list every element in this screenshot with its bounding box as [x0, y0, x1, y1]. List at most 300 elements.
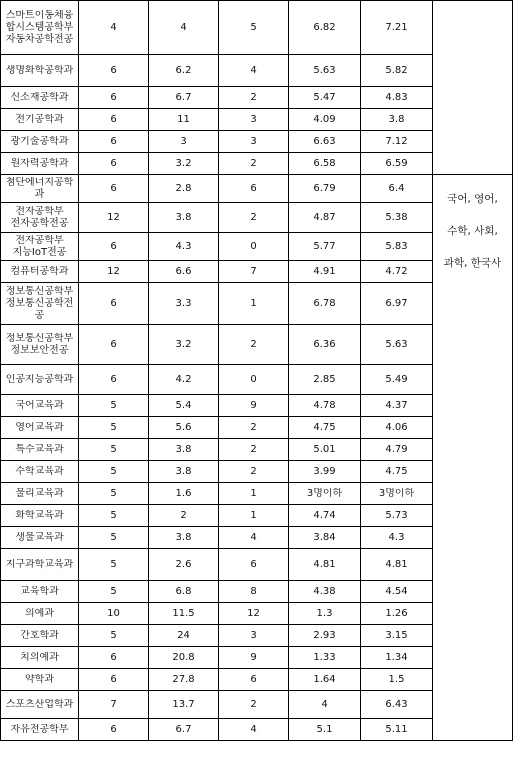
value-cell [149, 581, 219, 603]
cell-value: 4.81 [385, 558, 408, 570]
value-cell [289, 261, 361, 283]
cell-value: 5 [110, 465, 117, 477]
value-cell [149, 417, 219, 439]
cell-value: 9 [250, 399, 257, 411]
value-cell [219, 1, 289, 55]
cell-value: 2 [250, 443, 257, 455]
department-name: 정보통신공학부 정보보안전공 [5, 332, 74, 356]
department-name: 의예과 [25, 607, 54, 619]
value-cell [149, 439, 219, 461]
value-cell [361, 175, 433, 203]
cell-value: 5.47 [313, 91, 336, 103]
department-name: 물리교육과 [15, 487, 64, 499]
cell-value: 6 [110, 723, 117, 735]
department-cell [1, 109, 79, 131]
cell-value: 4.83 [385, 91, 408, 103]
value-cell [219, 233, 289, 261]
cell-value: 3.8 [175, 531, 192, 543]
cell-value: 6 [110, 113, 117, 125]
value-cell [361, 203, 433, 233]
cell-value: 6 [110, 373, 117, 385]
value-cell [149, 625, 219, 647]
cell-value: 6.4 [388, 182, 405, 194]
required-subject-line: 수학, 사회, [447, 225, 498, 237]
cell-value: 6.7 [175, 723, 192, 735]
cell-value: 6.78 [313, 297, 336, 309]
cell-value: 6 [110, 240, 117, 252]
value-cell [219, 153, 289, 175]
value-cell [219, 549, 289, 581]
cell-value: 6.7 [175, 91, 192, 103]
value-cell [79, 175, 149, 203]
value-cell [79, 527, 149, 549]
cell-value: 6.97 [385, 297, 408, 309]
value-cell [289, 439, 361, 461]
cell-value: 4.3 [388, 531, 405, 543]
value-cell [289, 131, 361, 153]
value-cell [149, 109, 219, 131]
value-cell [219, 719, 289, 741]
value-cell [219, 625, 289, 647]
value-cell [361, 719, 433, 741]
cell-value: 4.87 [313, 211, 336, 223]
cell-value: 7 [110, 698, 117, 710]
department-name: 스마트이동체융합시스템공학부 자동차공학전공 [5, 9, 74, 45]
department-cell [1, 719, 79, 741]
cell-value: 1.26 [385, 607, 408, 619]
cell-value: 3.2 [175, 157, 192, 169]
value-cell [289, 87, 361, 109]
value-cell [289, 719, 361, 741]
cell-value: 6 [250, 558, 257, 570]
table-row [1, 175, 513, 203]
cell-value: 6.82 [313, 21, 336, 33]
cell-value: 4.74 [313, 509, 336, 521]
cell-value: 3.3 [175, 297, 192, 309]
department-name: 수학교육과 [15, 465, 64, 477]
value-cell [289, 603, 361, 625]
cell-value: 6.8 [175, 585, 192, 597]
value-cell [289, 461, 361, 483]
value-cell [219, 365, 289, 395]
cell-value: 6.79 [313, 182, 336, 194]
cell-value: 6.43 [385, 698, 408, 710]
cell-value: 1 [250, 487, 257, 499]
cell-value: 3명이하 [306, 487, 343, 499]
value-cell [219, 439, 289, 461]
cell-value: 3명이하 [378, 487, 415, 499]
value-cell [149, 175, 219, 203]
table-body [1, 1, 513, 741]
value-cell [79, 365, 149, 395]
value-cell [219, 87, 289, 109]
cell-value: 5.49 [385, 373, 408, 385]
value-cell [219, 647, 289, 669]
department-name: 인공지능공학과 [5, 373, 74, 385]
value-cell [219, 109, 289, 131]
cell-value: 11.5 [172, 607, 195, 619]
cell-value: 3.8 [175, 211, 192, 223]
department-cell [1, 175, 79, 203]
value-cell [289, 55, 361, 87]
cell-value: 2 [250, 421, 257, 433]
value-cell [79, 439, 149, 461]
department-cell [1, 203, 79, 233]
cell-value: 4 [110, 21, 117, 33]
value-cell [219, 581, 289, 603]
value-cell [149, 131, 219, 153]
cell-value: 5.82 [385, 64, 408, 76]
value-cell [219, 505, 289, 527]
value-cell [289, 109, 361, 131]
cell-value: 3 [250, 135, 257, 147]
value-cell [79, 505, 149, 527]
department-cell [1, 549, 79, 581]
cell-value: 5 [110, 443, 117, 455]
department-cell [1, 505, 79, 527]
value-cell [149, 461, 219, 483]
cell-value: 3.84 [313, 531, 336, 543]
cell-value: 5.1 [316, 723, 333, 735]
value-cell [361, 603, 433, 625]
cell-value: 5.63 [313, 64, 336, 76]
cell-value: 4 [250, 531, 257, 543]
cell-value: 2 [250, 338, 257, 350]
value-cell [149, 153, 219, 175]
value-cell [289, 203, 361, 233]
value-cell [219, 131, 289, 153]
cell-value: 5 [110, 509, 117, 521]
department-cell [1, 283, 79, 325]
cell-value: 6 [110, 91, 117, 103]
value-cell [79, 283, 149, 325]
value-cell [361, 581, 433, 603]
value-cell [289, 233, 361, 261]
department-name: 전자공학부 지능IoT전공 [12, 234, 67, 258]
cell-value: 6.36 [313, 338, 336, 350]
department-name: 정보통신공학부 정보통신공학전공 [5, 285, 74, 321]
value-cell [361, 153, 433, 175]
value-cell [219, 461, 289, 483]
value-cell [361, 365, 433, 395]
value-cell [149, 395, 219, 417]
cell-value: 6.58 [313, 157, 336, 169]
value-cell [79, 203, 149, 233]
department-cell [1, 365, 79, 395]
department-cell [1, 131, 79, 153]
cell-value: 5 [110, 487, 117, 499]
department-cell [1, 581, 79, 603]
cell-value: 6.59 [385, 157, 408, 169]
cell-value: 2.6 [175, 558, 192, 570]
value-cell [289, 581, 361, 603]
cell-value: 1.64 [313, 673, 336, 685]
value-cell [289, 625, 361, 647]
cell-value: 1.34 [385, 651, 408, 663]
cell-value: 2.93 [313, 629, 336, 641]
cell-value: 0 [250, 373, 257, 385]
cell-value: 6 [110, 157, 117, 169]
value-cell [79, 233, 149, 261]
cell-value: 6.63 [313, 135, 336, 147]
department-cell [1, 1, 79, 55]
cell-value: 4 [250, 723, 257, 735]
value-cell [289, 395, 361, 417]
cell-value: 4.72 [385, 265, 408, 277]
cell-value: 27.8 [172, 673, 195, 685]
value-cell [219, 691, 289, 719]
cell-value: 6 [110, 135, 117, 147]
department-cell [1, 87, 79, 109]
cell-value: 6 [250, 673, 257, 685]
value-cell [289, 505, 361, 527]
cell-value: 3 [250, 113, 257, 125]
cell-value: 12 [107, 265, 120, 277]
value-cell [361, 233, 433, 261]
value-cell [219, 603, 289, 625]
value-cell [289, 365, 361, 395]
value-cell [79, 153, 149, 175]
value-cell [149, 365, 219, 395]
cell-value: 6 [110, 651, 117, 663]
department-cell [1, 153, 79, 175]
cell-value: 4.78 [313, 399, 336, 411]
cell-value: 5 [110, 585, 117, 597]
value-cell [79, 1, 149, 55]
department-cell [1, 483, 79, 505]
value-cell [79, 483, 149, 505]
value-cell [79, 625, 149, 647]
department-name: 생물교육과 [15, 531, 64, 543]
blank-cell [433, 1, 513, 175]
department-name: 광기술공학과 [10, 135, 69, 147]
value-cell [149, 325, 219, 365]
value-cell [219, 527, 289, 549]
cell-value: 1.5 [388, 673, 405, 685]
value-cell [361, 87, 433, 109]
value-cell [361, 669, 433, 691]
cell-value: 5 [250, 21, 257, 33]
value-cell [289, 483, 361, 505]
cell-value: 5.38 [385, 211, 408, 223]
required-subject-line: 과학, 한국사 [443, 257, 502, 269]
cell-value: 1.6 [175, 487, 192, 499]
value-cell [149, 603, 219, 625]
value-cell [149, 283, 219, 325]
cell-value: 6.2 [175, 64, 192, 76]
cell-value: 5.83 [385, 240, 408, 252]
department-cell [1, 261, 79, 283]
value-cell [149, 719, 219, 741]
value-cell [79, 719, 149, 741]
department-name: 특수교육과 [15, 443, 64, 455]
value-cell [79, 603, 149, 625]
department-cell [1, 439, 79, 461]
department-cell [1, 325, 79, 365]
cell-value: 3.8 [388, 113, 405, 125]
department-cell [1, 417, 79, 439]
value-cell [79, 325, 149, 365]
cell-value: 24 [177, 629, 190, 641]
value-cell [79, 691, 149, 719]
value-cell [79, 131, 149, 153]
department-cell [1, 233, 79, 261]
cell-value: 6.6 [175, 265, 192, 277]
department-cell [1, 461, 79, 483]
cell-value: 2 [250, 157, 257, 169]
value-cell [219, 483, 289, 505]
value-cell [289, 153, 361, 175]
cell-value: 8 [250, 585, 257, 597]
department-cell [1, 625, 79, 647]
cell-value: 6 [110, 673, 117, 685]
value-cell [289, 283, 361, 325]
cell-value: 2 [250, 698, 257, 710]
value-cell [361, 625, 433, 647]
cell-value: 6 [110, 297, 117, 309]
value-cell [289, 647, 361, 669]
department-name: 치의예과 [20, 651, 59, 663]
value-cell [361, 439, 433, 461]
cell-value: 11 [177, 113, 190, 125]
cell-value: 4.75 [313, 421, 336, 433]
value-cell [219, 325, 289, 365]
value-cell [361, 1, 433, 55]
department-name: 간호학과 [20, 629, 59, 641]
cell-value: 1.3 [316, 607, 333, 619]
cell-value: 5.4 [175, 399, 192, 411]
value-cell [289, 417, 361, 439]
value-cell [361, 325, 433, 365]
cell-value: 6 [250, 182, 257, 194]
department-cell [1, 647, 79, 669]
value-cell [79, 647, 149, 669]
cell-value: 3 [250, 629, 257, 641]
value-cell [79, 395, 149, 417]
value-cell [289, 175, 361, 203]
cell-value: 5.63 [385, 338, 408, 350]
value-cell [149, 505, 219, 527]
value-cell [79, 461, 149, 483]
department-name: 신소재공학과 [10, 91, 69, 103]
cell-value: 5.73 [385, 509, 408, 521]
value-cell [361, 527, 433, 549]
cell-value: 12 [107, 211, 120, 223]
cell-value: 4.3 [175, 240, 192, 252]
value-cell [149, 1, 219, 55]
value-cell [289, 325, 361, 365]
cell-value: 5.77 [313, 240, 336, 252]
value-cell [79, 109, 149, 131]
cell-value: 5.6 [175, 421, 192, 433]
value-cell [289, 691, 361, 719]
value-cell [219, 395, 289, 417]
department-name: 교육학과 [20, 585, 59, 597]
department-cell [1, 527, 79, 549]
department-name: 약학과 [25, 673, 54, 685]
value-cell [361, 395, 433, 417]
cell-value: 2.85 [313, 373, 336, 385]
value-cell [361, 483, 433, 505]
value-cell [149, 55, 219, 87]
value-cell [79, 55, 149, 87]
cell-value: 9 [250, 651, 257, 663]
cell-value: 4.38 [313, 585, 336, 597]
value-cell [361, 109, 433, 131]
department-name: 국어교육과 [15, 399, 64, 411]
value-cell [79, 417, 149, 439]
value-cell [289, 1, 361, 55]
cell-value: 6 [110, 182, 117, 194]
value-cell [79, 549, 149, 581]
cell-value: 1 [250, 509, 257, 521]
cell-value: 4.81 [313, 558, 336, 570]
cell-value: 3.99 [313, 465, 336, 477]
department-name: 첨단에너지공학과 [5, 176, 74, 200]
cell-value: 7 [250, 265, 257, 277]
cell-value: 5 [110, 558, 117, 570]
cell-value: 20.8 [172, 651, 195, 663]
department-name: 원자력공학과 [10, 157, 69, 169]
required-subjects-cell [433, 175, 513, 741]
value-cell [361, 131, 433, 153]
cell-value: 3.2 [175, 338, 192, 350]
cell-value: 4.2 [175, 373, 192, 385]
cell-value: 2 [250, 91, 257, 103]
cell-value: 2 [250, 465, 257, 477]
cell-value: 4.09 [313, 113, 336, 125]
value-cell [149, 261, 219, 283]
value-cell [361, 647, 433, 669]
department-name: 전자공학부 전자공학전공 [10, 205, 69, 229]
cell-value: 4.37 [385, 399, 408, 411]
department-name: 자유전공학부 [10, 723, 69, 735]
cell-value: 5 [110, 531, 117, 543]
cell-value: 4.54 [385, 585, 408, 597]
department-cell [1, 55, 79, 87]
department-name: 지구과학교육과 [5, 558, 74, 570]
value-cell [361, 461, 433, 483]
value-cell [79, 669, 149, 691]
cell-value: 4.06 [385, 421, 408, 433]
cell-value: 4.75 [385, 465, 408, 477]
value-cell [149, 669, 219, 691]
cell-value: 3.8 [175, 465, 192, 477]
cell-value: 4.79 [385, 443, 408, 455]
value-cell [149, 549, 219, 581]
cell-value: 5 [110, 399, 117, 411]
value-cell [361, 283, 433, 325]
value-cell [361, 505, 433, 527]
cell-value: 12 [247, 607, 260, 619]
cell-value: 3 [180, 135, 187, 147]
department-cell [1, 603, 79, 625]
cell-value: 4.91 [313, 265, 336, 277]
value-cell [79, 581, 149, 603]
table-row [1, 1, 513, 55]
cell-value: 4 [180, 21, 187, 33]
value-cell [149, 647, 219, 669]
department-name: 영어교육과 [15, 421, 64, 433]
cell-value: 5 [110, 629, 117, 641]
value-cell [289, 527, 361, 549]
value-cell [361, 417, 433, 439]
required-subject-line: 국어, 영어, [447, 193, 498, 205]
cell-value: 5 [110, 421, 117, 433]
cell-value: 7.21 [385, 21, 408, 33]
department-name: 스포츠산업학과 [5, 698, 74, 710]
value-cell [149, 233, 219, 261]
